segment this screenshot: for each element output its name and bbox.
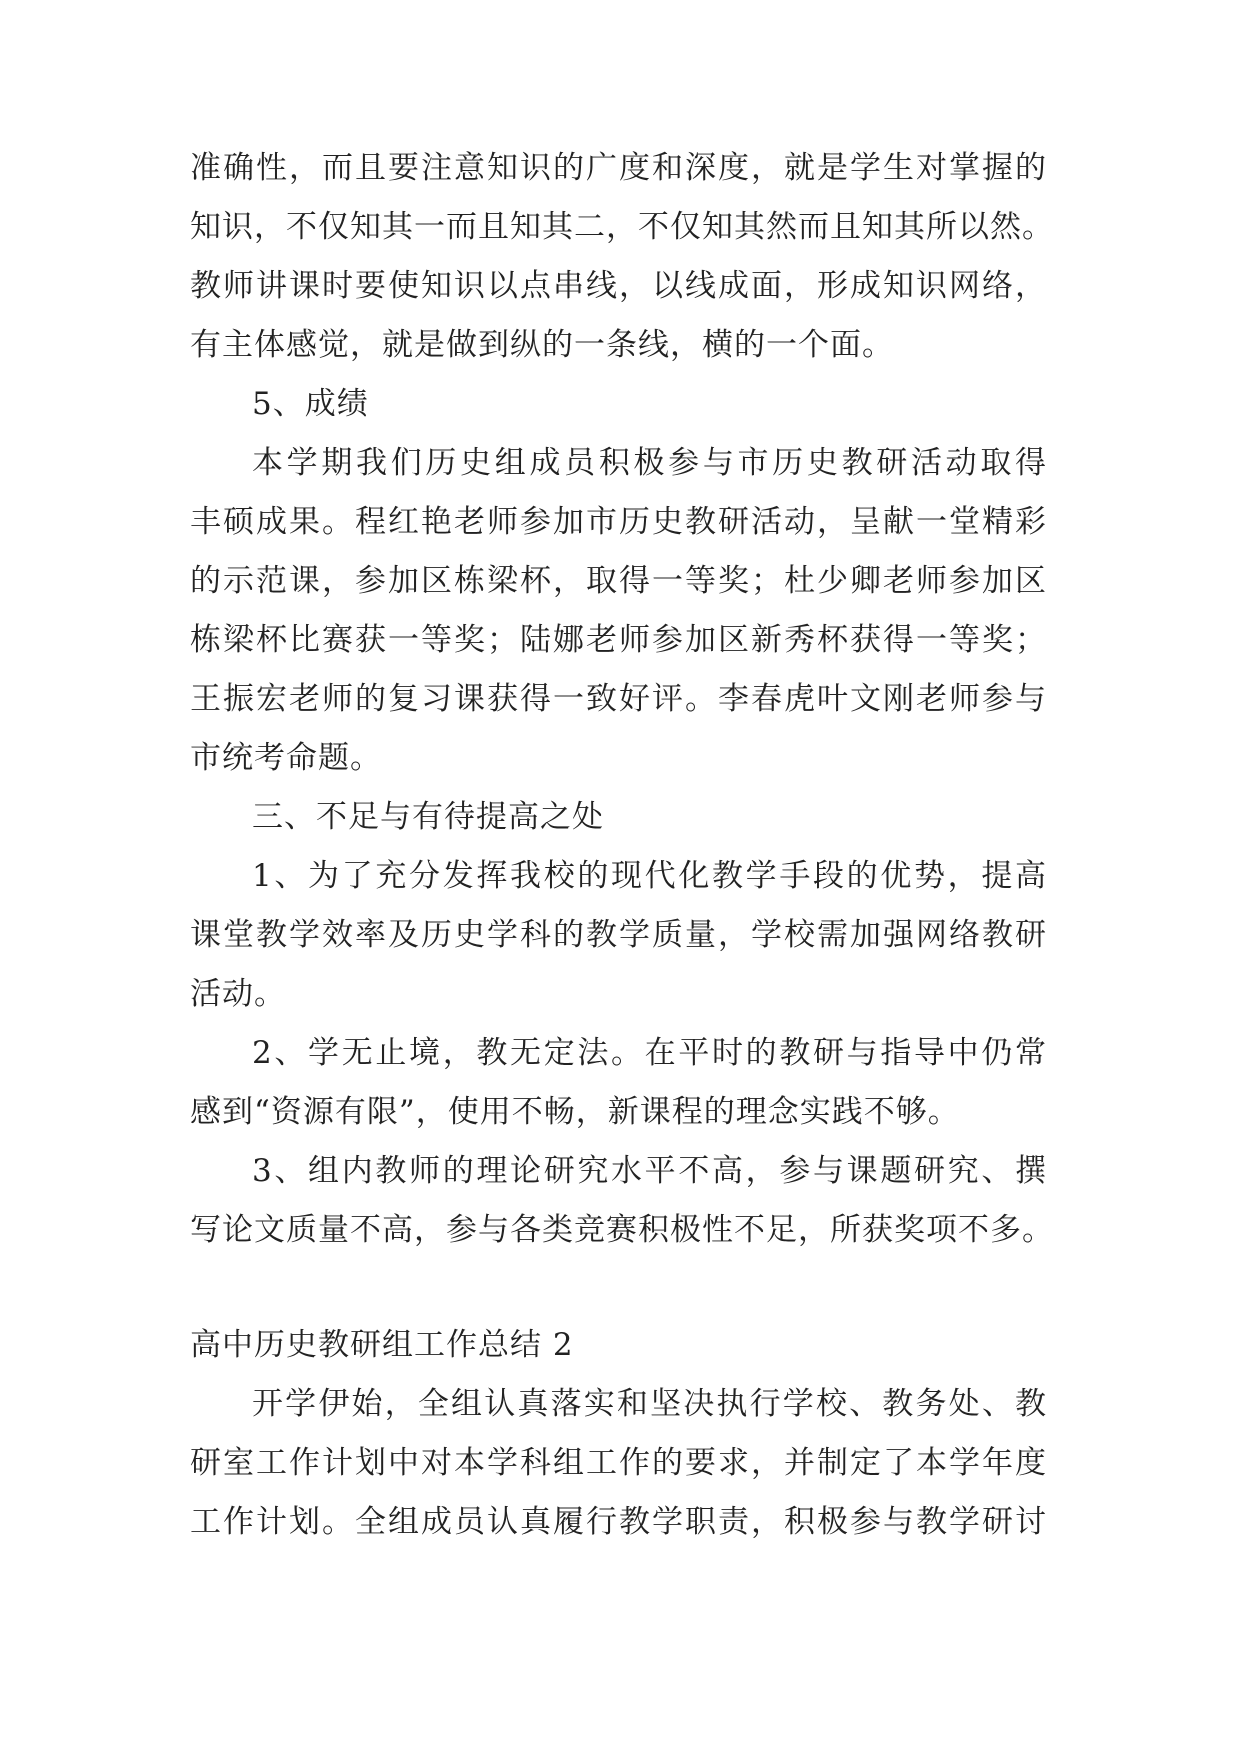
section-heading: 5、成绩: [252, 386, 369, 422]
section-heading: 三、不足与有待提高之处: [252, 799, 604, 835]
paragraph-line: 活动。: [190, 976, 286, 1012]
paragraph-line: 1、为了充分发挥我校的现代化教学手段的优势，提高: [252, 858, 1047, 894]
paragraph-line: 准确性，而且要注意知识的广度和深度，就是学生对掌握的: [190, 150, 1047, 186]
paragraph-line: 研室工作计划中对本学科组工作的要求，并制定了本学年度: [190, 1445, 1047, 1481]
paragraph-line: 3、组内教师的理论研究水平不高，参与课题研究、撰: [252, 1153, 1047, 1189]
paragraph-line: 2、学无止境，教无定法。在平时的教研与指导中仍常: [252, 1035, 1047, 1071]
paragraph-line: 开学伊始，全组认真落实和坚决执行学校、教务处、教: [252, 1386, 1047, 1422]
paragraph-line: 栋梁杯比赛获一等奖；陆娜老师参加区新秀杯获得一等奖；: [190, 622, 1047, 658]
paragraph-line: 本学期我们历史组成员积极参与市历史教研活动取得: [252, 445, 1047, 481]
paragraph-line: 课堂教学效率及历史学科的教学质量，学校需加强网络教研: [190, 917, 1047, 953]
paragraph-line: 有主体感觉，就是做到纵的一条线，横的一个面。: [190, 327, 894, 363]
paragraph-line: 知识，不仅知其一而且知其二，不仅知其然而且知其所以然。: [190, 209, 1054, 245]
paragraph-line: 市统考命题。: [190, 740, 382, 776]
paragraph-line: 王振宏老师的复习课获得一致好评。李春虎叶文刚老师参与: [190, 681, 1047, 717]
paragraph-line: 感到“资源有限”，使用不畅，新课程的理念实践不够。: [190, 1094, 960, 1130]
paragraph-line: 丰硕成果。程红艳老师参加市历史教研活动，呈献一堂精彩: [190, 504, 1047, 540]
document-title: 高中历史教研组工作总结 2: [190, 1327, 574, 1363]
paragraph-line: 工作计划。全组成员认真履行教学职责，积极参与教学研讨: [190, 1504, 1047, 1540]
paragraph-line: 教师讲课时要使知识以点串线，以线成面，形成知识网络，: [190, 268, 1047, 304]
paragraph-line: 写论文质量不高，参与各类竞赛积极性不足，所获奖项不多。: [190, 1212, 1054, 1248]
paragraph-line: 的示范课，参加区栋梁杯，取得一等奖；杜少卿老师参加区: [190, 563, 1047, 599]
